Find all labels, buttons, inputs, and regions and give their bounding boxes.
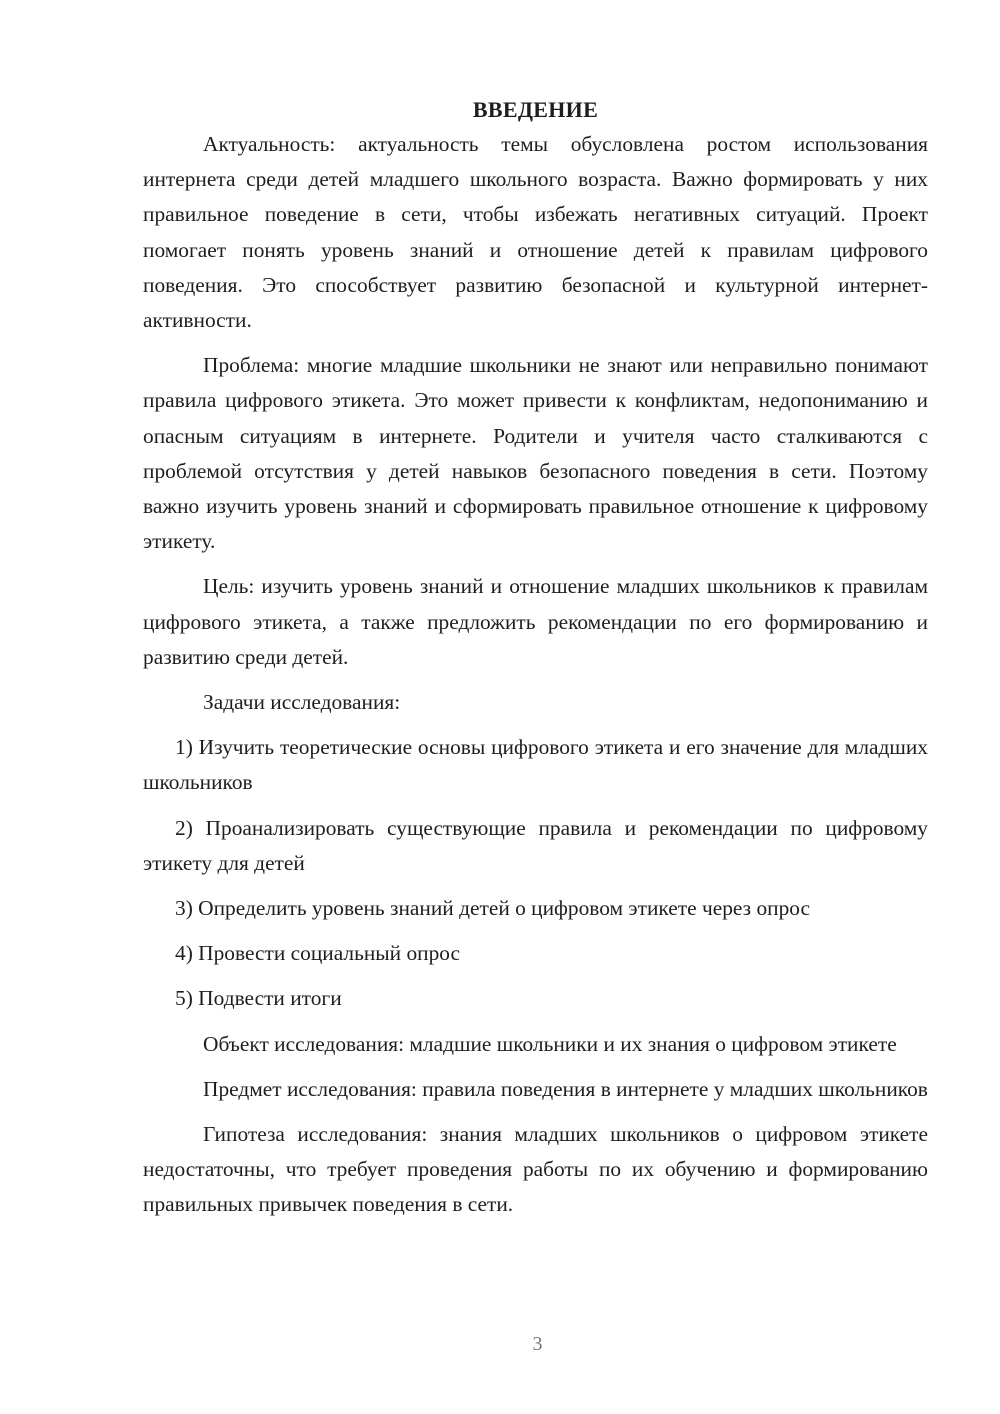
section-heading: ВВЕДЕНИЕ (472, 97, 599, 122)
document-page (143, 92, 928, 1233)
paragraph-goal: Цель: изучить уровень знаний и отношение младших школьников к правилам цифрового этикета, а также предложить рекомендации по его формированию и развитию среди детей. (143, 574, 928, 669)
task-item: 3) Определить уровень знаний детей о цифровом этикете через опрос (175, 896, 811, 921)
paragraph-relevance: Актуальность: актуальность темы обусловлена ростом использования интернета среди детей младшего школьного возраста. Важно формировать у них правильное поведение в сети, чтобы избежать негативных ситуаций. Проект помогает понять уровень знаний и отношение детей к правилам цифрового поведения. Это способствует развитию безопасной и культурной интернет-активности. (143, 132, 928, 333)
paragraph-subject: Предмет исследования: правила поведения в интернете у младших школьников (203, 1076, 928, 1101)
task-item: 5) Подвести итоги (175, 986, 342, 1011)
paragraph-object: Объект исследования: младшие школьники и их знания о цифровом этикете (203, 1031, 897, 1056)
tasks-heading: Задачи исследования: (203, 690, 401, 715)
task-item: 2) Проанализировать существующие правила и рекомендации по цифровому этикету для детей (143, 815, 928, 875)
page-number: 3 (532, 1333, 543, 1355)
task-item: 4) Провести социальный опрос (175, 941, 461, 966)
task-item: 1) Изучить теоретические основы цифрового этикета и его значение для младших школьников (143, 735, 928, 795)
paragraph-hypothesis: Гипотеза исследования: знания младших школьников о цифровом этикете недостаточны, что требует проведения работы по их обучению и формированию правильных привычек поведения в сети. (143, 1122, 928, 1217)
paragraph-problem: Проблема: многие младшие школьники не знают или неправильно понимают правила цифрового этикета. Это может привести к конфликтам, недопониманию и опасным ситуациям в интернете. Родители и учителя часто сталкиваются с проблемой отсутствия у детей навыков безопасного поведения в сети. Поэтому важно изучить уровень знаний и сформировать правильное отношение к цифровому этикету. (143, 353, 928, 554)
